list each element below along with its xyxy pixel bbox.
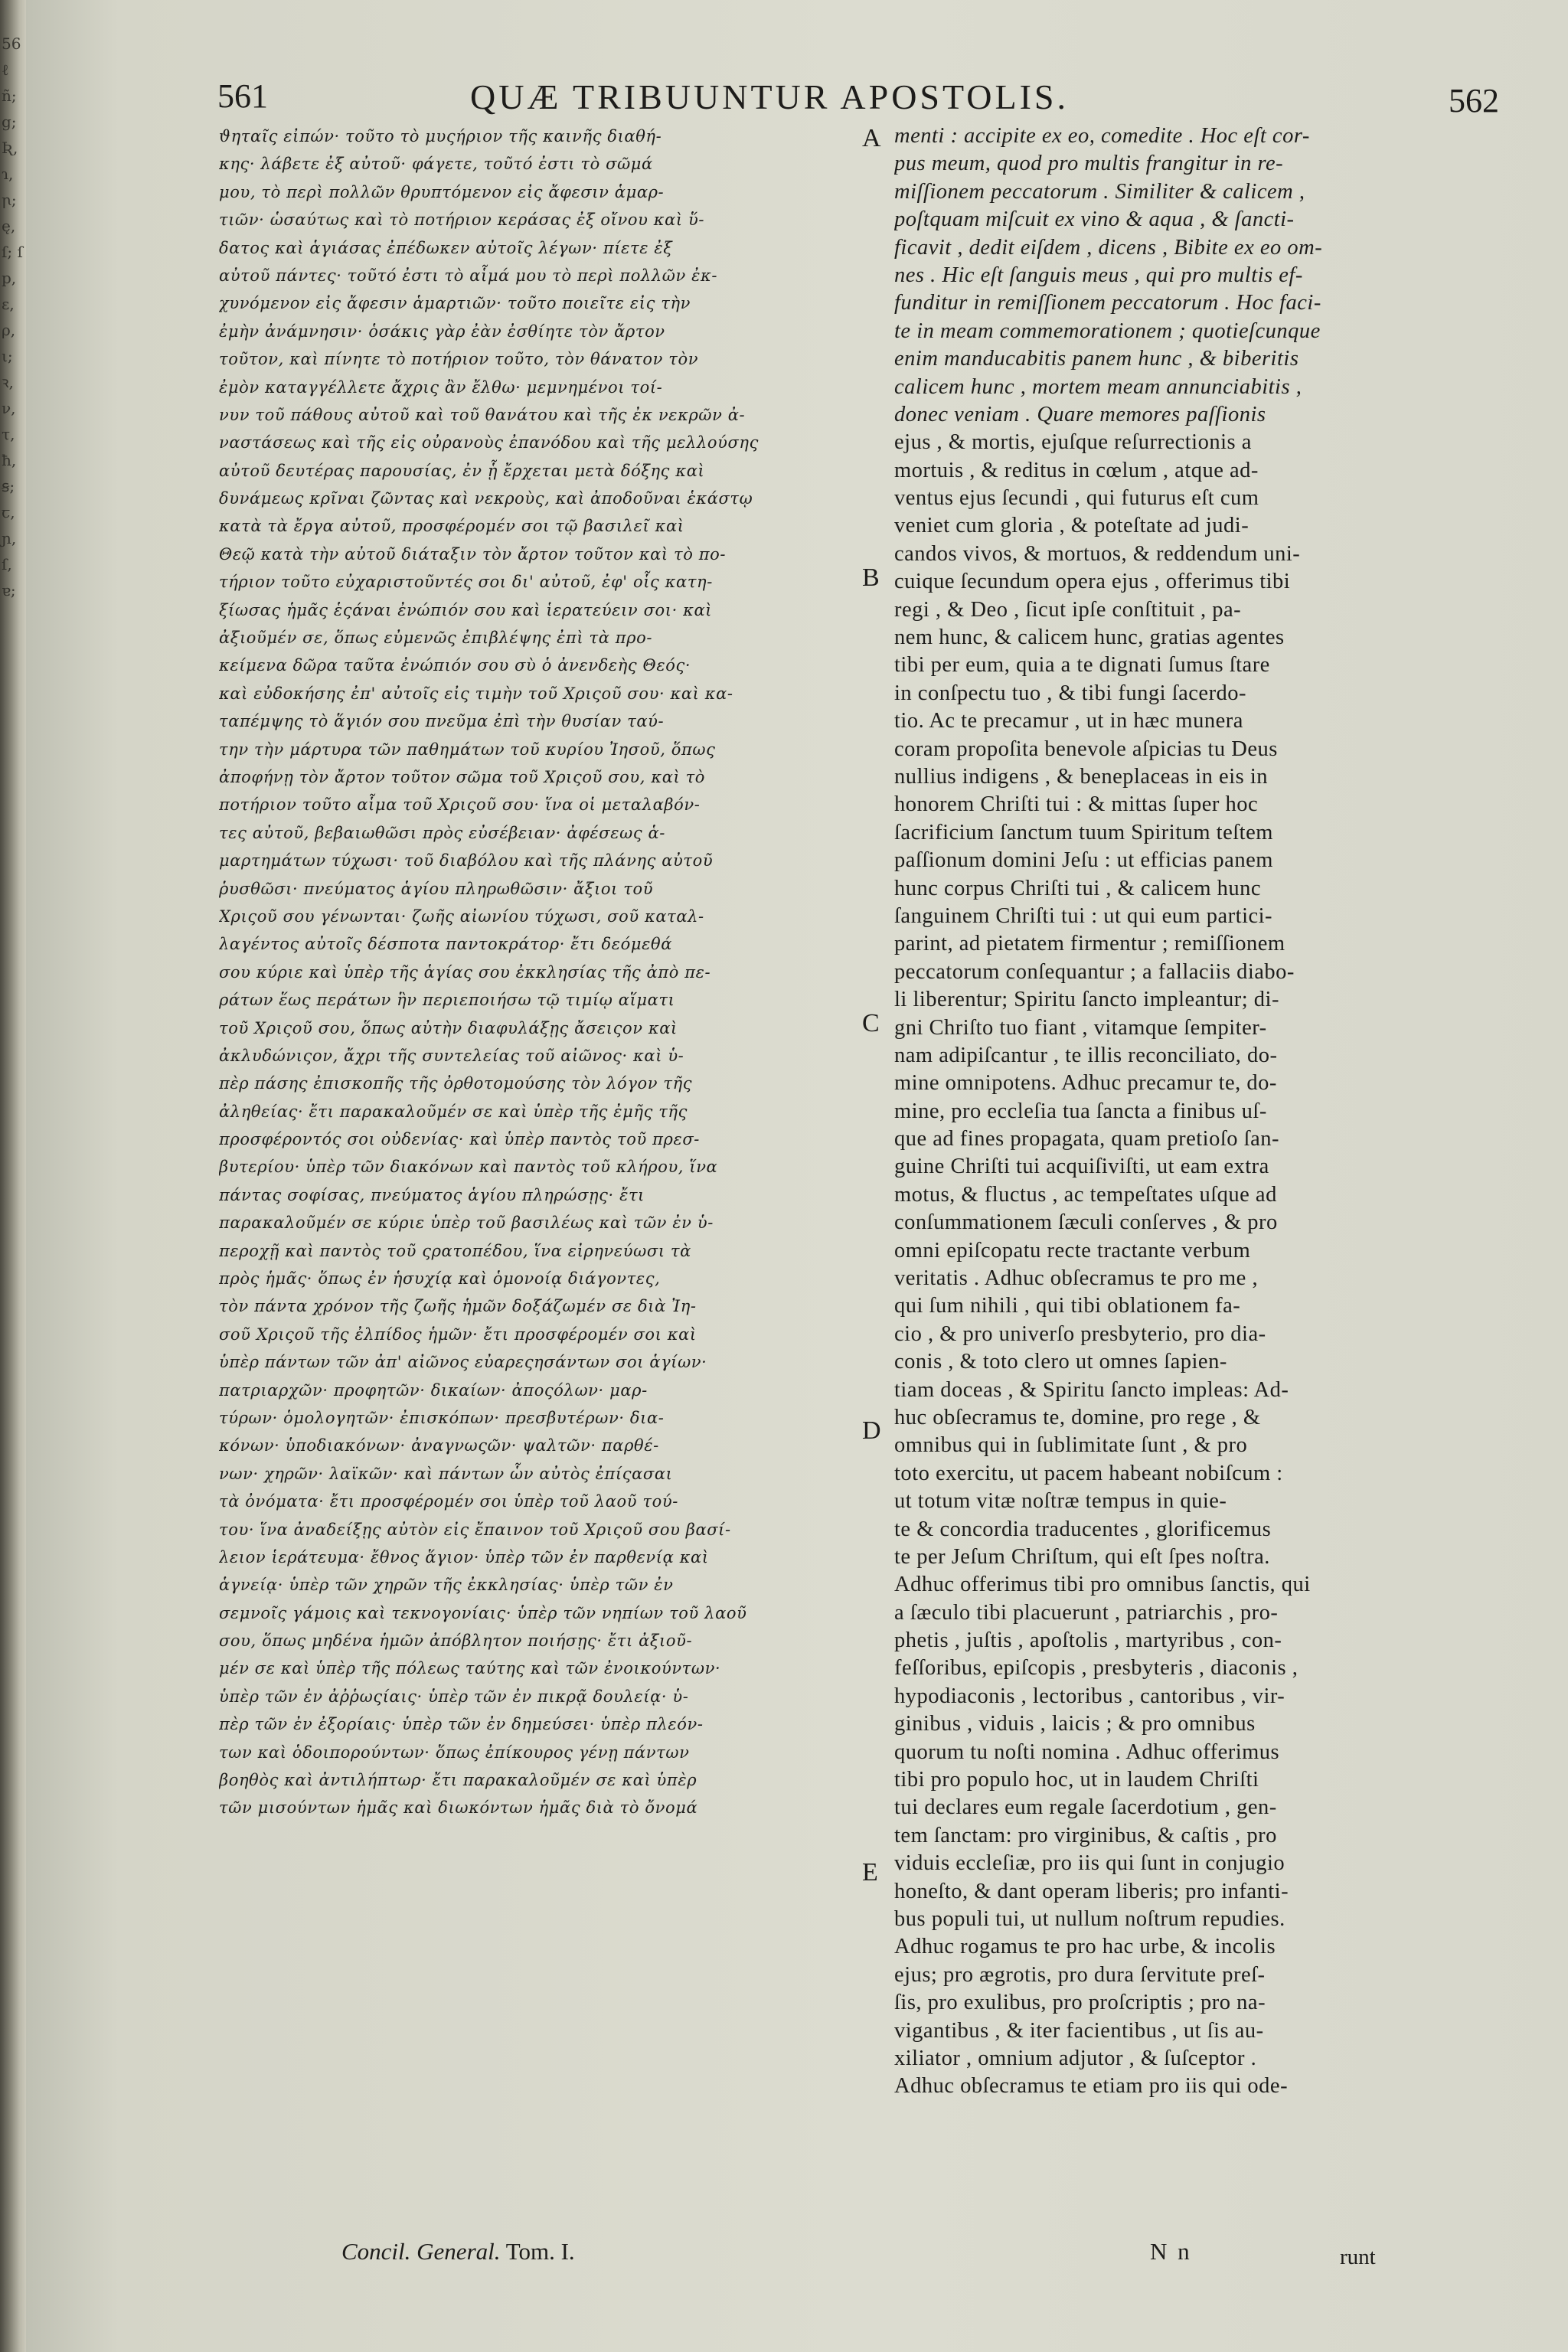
section-marker-e: E (862, 1858, 878, 1886)
greek-line: λαγέντος αὐτοῖς δέσποτα παντοκράτορ· ἔτι δεόμεθά (219, 935, 672, 954)
catchword: runt (1340, 2245, 1376, 2269)
latin-line: pus meum, quod pro multis frangitur in re- (894, 152, 1284, 176)
latin-line: cuique ſecundum opera ejus , offerimus tibi (894, 570, 1291, 594)
latin-line: in conſpectu tuo , & tibi fungi ſacerdo- (894, 681, 1247, 705)
greek-line: κόνων· ὑποδιακόνων· ἀναγνωςῶν· ψαλτῶν· παρθέ- (219, 1436, 659, 1455)
section-marker-c: C (862, 1009, 880, 1037)
latin-line: ut totum vitæ noſtræ tempus in quie- (894, 1489, 1227, 1514)
greek-line: ράτων ἕως περάτων ἣν περιεποιήσω τῷ τιμίῳ αἵματι (219, 991, 675, 1010)
greek-line: Θεῷ κατὰ τὴν αὐτοῦ διάταξιν τὸν ἄρτον τοῦτον καὶ τὸ πο- (219, 544, 727, 564)
greek-line: τήριον τοῦτο εὐχαριστοῦντές σοι δι' αὐτοῦ, ἐφ' οἷς κατη- (219, 573, 713, 592)
greek-line: ἀκλυδώνιςον, ἄχρι τῆς συντελείας τοῦ αἰῶνος· καὶ ὑ- (219, 1046, 684, 1065)
latin-line: li liberentur; Spiritu ſancto impleantur; di- (894, 988, 1279, 1012)
greek-line: μου, τὸ περὶ πολλῶν θρυπτόμενον εἰς ἄφεσιν ἁμαρ- (219, 182, 665, 201)
section-marker-b: B (862, 564, 880, 592)
greek-line: ταπέμψης τὸ ἅγιόν σου πνεῦμα ἐπὶ τὴν θυσίαν ταύ- (219, 712, 665, 731)
latin-line: tibi pro populo hoc, ut in laudem Chriſti (894, 1768, 1259, 1792)
greek-line: πρὸς ἡμᾶς· ὅπως ἐν ἡσυχίᾳ καὶ ὁμονοίᾳ διάγοντες, (219, 1269, 661, 1289)
footer-tom: Tom. I. (505, 2238, 575, 2265)
greek-line: πὲρ τῶν ἐν ἐξορίαις· ὑπὲρ τῶν ἐν δημεύσει· ὑπὲρ πλεόν- (219, 1715, 704, 1734)
latin-line: miſſionem peccatorum . Similiter & calicem , (894, 179, 1305, 204)
latin-line: ejus; pro ægrotis, pro dura ſervitute preſ- (894, 1962, 1266, 1987)
greek-line: ἁγνείᾳ· ὑπὲρ τῶν χηρῶν τῆς ἐκκλησίας· ὑπὲρ τῶν ἐν (219, 1576, 674, 1595)
greek-line: χυνόμενον εἰς ἄφεσιν ἁμαρτιῶν· τοῦτο ποιεῖτε εἰς τὴν (219, 294, 691, 313)
latin-line: feſſoribus, epiſcopis , presbyteris , diaconis , (894, 1656, 1298, 1681)
gutter-text: 56ℓ ñ; g; Ʀ, ɿ, ꞃ; ę, ſ; ſp, ɛ, ρ, ι; ꝛ, ν, τ, ħ, ꞩ; ꞇ, ɲ, ſ, ɐ; (2, 34, 23, 599)
greek-line: παρακαλοῦμέν σε κύριε ὑπὲρ τοῦ βασιλέως καὶ τῶν ἐν ὑ- (219, 1214, 714, 1233)
latin-line: gni Chriſto tuo fiant , vitamque ſempiter- (894, 1015, 1267, 1040)
greek-line: τύρων· ὁμολογητῶν· ἐπισκόπων· πρεσβυτέρων· δια- (219, 1408, 665, 1427)
latin-line: funditur in remiſſionem peccatorum . Hoc faci- (894, 291, 1321, 315)
latin-line: te per Jeſum Chriſtum, qui eſt ſpes noſtra. (894, 1544, 1270, 1569)
latin-line: Adhuc rogamus te pro hac urbe, & incolis (894, 1935, 1276, 1959)
latin-text-column (894, 122, 1447, 2101)
greek-line: μέν σε καὶ ὑπὲρ τῆς πόλεως ταύτης καὶ τῶν ἐνοικούντων· (219, 1659, 721, 1678)
greek-line: Χριςοῦ σου γένωνται· ζωῆς αἰωνίου τύχωσι, σοῦ καταλ- (219, 906, 704, 926)
greek-line: ἀξιοῦμέν σε, ὅπως εὐμενῶς ἐπιβλέψης ἐπὶ τὰ προ- (219, 629, 653, 648)
greek-line: τοῦτον, καὶ πίνητε τὸ ποτήριον τοῦτο, τὸν θάνατον τὸν (219, 350, 699, 369)
greek-line: τὰ ὀνόματα· ἔτι προσφέρομέν σοι ὑπὲρ τοῦ λαοῦ τού- (219, 1492, 678, 1511)
greek-line: περοχῇ καὶ παντὸς τοῦ ςρατοπέδου, ἵνα εἰρηνεύωσι τὰ (219, 1241, 691, 1260)
latin-line: veniet cum gloria , & poteſtate ad judi- (894, 514, 1250, 538)
latin-line: mine, pro eccleſia tua ſancta a finibus uſ- (894, 1099, 1267, 1123)
latin-line: coram propoſita benevole aſpicias tu Deus (894, 737, 1278, 761)
greek-line: νων· χηρῶν· λαϊκῶν· καὶ πάντων ὧν αὐτὸς ἐπίςασαι (219, 1464, 673, 1483)
latin-line: ejus , & mortis, ejuſque reſurrectionis a (894, 430, 1252, 455)
latin-line: enim manducabitis panem hunc , & biberitis (894, 347, 1299, 371)
latin-line: ſanguinem Chriſti tui : ut qui eum partici- (894, 903, 1273, 928)
greek-line: ϑηταῖς εἰπών· τοῦτο τὸ μυςήριον τῆς καινῆς διαθή- (219, 127, 662, 145)
latin-line: menti : accipite ex eo, comedite . Hoc eſt cor- (894, 124, 1310, 148)
latin-line: qui ſum nihili , qui tibi oblationem fa- (894, 1294, 1241, 1318)
greek-line: καὶ εὐδοκήσης ἐπ' αὐτοῖς εἰς τιμὴν τοῦ Χριςοῦ σου· καὶ κα- (219, 684, 733, 703)
greek-line: τες αὐτοῦ, βεβαιωθῶσι πρὸς εὐσέβειαν· ἀφέσεως ἁ- (219, 823, 665, 842)
latin-line: quorum tu noſti nomina . Adhuc offerimus (894, 1740, 1280, 1764)
latin-line: honeſto, & dant operam liberis; pro infanti- (894, 1879, 1289, 1903)
greek-line: των καὶ ὁδοιπορούντων· ὅπως ἐπίκουρος γένῃ πάντων (219, 1743, 690, 1762)
greek-line: τοῦ Χριςοῦ σου, ὅπως αὐτὴν διαφυλάξῃς ἄσειςον καὶ (219, 1018, 678, 1037)
greek-line: δατος καὶ ἁγιάσας ἐπέδωκεν αὐτοῖς λέγων· πίετε ἐξ (219, 238, 673, 257)
latin-line: mortuis , & reditus in cœlum , atque ad- (894, 458, 1259, 482)
latin-line: vigantibus , & iter facientibus , ut ſis au- (894, 2018, 1264, 2043)
latin-line: tem ſanctam: pro virginibus, & caſtis , pro (894, 1823, 1277, 1847)
section-marker-d: D (862, 1416, 881, 1445)
latin-line: que ad fines propagata, quam pretioſo ſan- (894, 1127, 1279, 1152)
greek-line: του· ἵνα ἀναδείξῃς αὐτὸν εἰς ἔπαινον τοῦ Χριςοῦ σου βασί- (219, 1520, 731, 1539)
greek-line: κης· λάβετε ἐξ αὐτοῦ· φάγετε, τοῦτό ἐστι τὸ σῶμά (219, 155, 653, 174)
latin-line: tibi per eum, quia a te dignati ſumus ſtare (894, 653, 1270, 678)
latin-line: parint, ad pietatem firmentur ; remiſſionem (894, 932, 1285, 956)
latin-line: peccatorum conſequantur ; a fallaciis diabo- (894, 959, 1295, 984)
signature-mark: N n (1150, 2238, 1192, 2265)
greek-line: την τὴν μάρτυρα τῶν παθημάτων τοῦ κυρίου Ἰησοῦ, ὅπως (219, 740, 716, 759)
greek-line: σοῦ Χριςοῦ τῆς ἐλπίδος ἡμῶν· ἔτι προσφέρομέν σοι καὶ (219, 1325, 697, 1344)
latin-line: huc obſecramus te, domine, pro rege , & (894, 1405, 1261, 1429)
greek-line: κατὰ τὰ ἔργα αὐτοῦ, προσφέρομέν σοι τῷ βασιλεῖ καὶ (219, 517, 684, 536)
latin-line: ventus ejus ſecundi , qui futurus eſt cum (894, 486, 1259, 511)
greek-line: ξίωσας ἡμᾶς ἑςάναι ἐνώπιόν σου καὶ ἱερατεύειν σοι· καὶ (219, 600, 713, 619)
greek-line: ῥυσθῶσι· πνεύματος ἁγίου πληρωθῶσιν· ἄξιοι τοῦ (219, 879, 654, 898)
latin-line: ficavit , dedit eiſdem , dicens , Bibite ex eo om- (894, 235, 1323, 260)
latin-line: phetis , juſtis , apoſtolis , martyribus , con- (894, 1628, 1282, 1653)
latin-line: ſis, pro exulibus, pro proſcriptis ; pro na- (894, 1991, 1266, 2015)
greek-line: μαρτημάτων τύχωσι· τοῦ διαβόλου καὶ τῆς πλάνης αὐτοῦ (219, 851, 714, 871)
greek-line: τὸν πάντα χρόνον τῆς ζωῆς ἡμῶν δοξάζωμέν σε διὰ Ἰη- (219, 1297, 697, 1316)
greek-line: ναστάσεως καὶ τῆς εἰς οὐρανοὺς ἐπανόδου καὶ τῆς μελλούσης (219, 433, 759, 452)
page-number-right: 562 (1449, 82, 1499, 119)
greek-line: ἐμὴν ἀνάμνησιν· ὁσάκις γὰρ ἐὰν ἐσθίητε τὸν ἄρτον (219, 322, 665, 341)
footer-concil: Concil. General. (341, 2238, 501, 2265)
latin-line: conſummationem ſæculi conſerves , & pro (894, 1210, 1278, 1235)
latin-line: ſacrificium ſanctum tuum Spiritum teſtem (894, 820, 1273, 844)
latin-line: omni epiſcopatu recte tractante verbum (894, 1238, 1251, 1263)
greek-line: κείμενα δῶρα ταῦτα ἐνώπιόν σου σὺ ὁ ἀνενδεὴς Θεός· (219, 656, 691, 675)
latin-line: ginibus , viduis , laicis ; & pro omnibus (894, 1712, 1256, 1736)
latin-line: cio , & pro univerſo presbyterio, pro dia- (894, 1321, 1266, 1346)
greek-line: ὑπὲρ πάντων τῶν ἀπ' αἰῶνος εὐαρεςησάντων σοι ἁγίων· (219, 1353, 707, 1372)
latin-line: nes . Hic eſt ſanguis meus , qui pro multis ef- (894, 263, 1303, 287)
greek-line: σου, ὅπως μηδένα ἡμῶν ἀπόβλητον ποιήσῃς· ἔτι ἀξιοῦ- (219, 1632, 693, 1651)
greek-text-column (219, 122, 885, 1822)
section-marker-a: A (862, 124, 881, 152)
greek-line: βυτερίου· ὑπὲρ τῶν διακόνων καὶ παντὸς τοῦ κλήρου, ἵνα (219, 1158, 718, 1177)
latin-line: tio. Ac te precamur , ut in hæc munera (894, 709, 1243, 733)
book-page (26, 0, 1568, 2352)
greek-line: ποτήριον τοῦτο αἷμα τοῦ Χριςοῦ σου· ἵνα οἱ μεταλαβόν- (219, 795, 701, 815)
latin-line: mine omnipotens. Adhuc precamur te, do- (894, 1071, 1277, 1096)
greek-line: αὐτοῦ πάντες· τοῦτό ἐστι τὸ αἷμά μου τὸ περὶ πολλῶν ἐκ- (219, 266, 718, 285)
greek-line: δυνάμεως κρῖναι ζῶντας καὶ νεκροὺς, καὶ ἀποδοῦναι ἑκάστῳ (219, 489, 753, 508)
latin-line: conis , & toto clero ut omnes ſapien- (894, 1350, 1227, 1374)
latin-line: hypodiaconis , lectoribus , cantoribus , vir- (894, 1684, 1285, 1708)
latin-line: poſtquam miſcuit ex vino & aqua , & ſancti- (894, 207, 1295, 232)
latin-line: hunc corpus Chriſti tui , & calicem hunc (894, 876, 1262, 900)
greek-line: ἀποφήνῃ τὸν ἄρτον τοῦτον σῶμα τοῦ Χριςοῦ σου, καὶ τὸ (219, 767, 706, 786)
greek-line: σεμνοῖς γάμοις καὶ τεκνογονίαις· ὑπὲρ τῶν νηπίων τοῦ λαοῦ (219, 1603, 747, 1622)
greek-line: τῶν μισούντων ἡμᾶς καὶ διωκόντων ἡμᾶς διὰ τὸ ὄνομά (219, 1798, 698, 1818)
latin-line: honorem Chriſti tui : & mittas ſuper hoc (894, 792, 1259, 817)
latin-line: Adhuc offerimus tibi pro omnibus ſanctis, qui (894, 1573, 1311, 1597)
latin-line: xiliator , omnium adjutor , & ſuſceptor . (894, 2046, 1257, 2070)
latin-line: regi , & Deo , ſicut ipſe conſtituit , pa- (894, 597, 1242, 622)
latin-line: viduis eccleſiæ, pro iis qui ſunt in conjugio (894, 1851, 1285, 1876)
latin-line: candos vivos, & mortuos, & reddendum uni- (894, 541, 1301, 566)
latin-line: te in meam commemorationem ; quotieſcunque (894, 318, 1321, 343)
latin-line: nullius indigens , & beneplaceas in eis in (894, 764, 1268, 789)
greek-line: ὑπὲρ τῶν ἐν ἀῤῥωςίαις· ὑπὲρ τῶν ἐν πικρᾷ δουλείᾳ· ὑ- (219, 1687, 689, 1706)
page-number-left: 561 (217, 77, 268, 115)
latin-line: toto exercitu, ut pacem habeant nobiſcum : (894, 1461, 1283, 1485)
greek-line: πὲρ πάσης ἐπισκοπῆς τῆς ὀρθοτομούσης τὸν λόγον τῆς (219, 1074, 693, 1093)
greek-line: λειον ἱεράτευμα· ἔθνος ἅγιον· ὑπὲρ τῶν ἐν παρθενίᾳ καὶ (219, 1547, 709, 1566)
latin-line: tui declares eum regale ſacerdotium , gen- (894, 1795, 1277, 1820)
latin-line: calicem hunc , mortem meam annunciabitis , (894, 374, 1302, 399)
adjacent-page-gutter (0, 0, 26, 2352)
greek-line: τιῶν· ὡσαύτως καὶ τὸ ποτήριον κεράσας ἐξ οἴνου καὶ ὕ- (219, 211, 705, 230)
greek-line: βοηθὸς καὶ ἀντιλήπτωρ· ἔτι παρακαλοῦμέν σε καὶ ὑπὲρ (219, 1771, 697, 1790)
greek-line: πάντας σοφίσας, πνεύματος ἁγίου πληρώσῃς· ἔτι (219, 1185, 645, 1204)
latin-line: guine Chriſti tui acquiſiviſti, ut eam extra (894, 1155, 1269, 1179)
greek-line: ἀληθείας· ἔτι παρακαλοῦμέν σε καὶ ὑπὲρ τῆς ἐμῆς τῆς (219, 1102, 688, 1121)
greek-line: πατριαρχῶν· προφητῶν· δικαίων· ἀποςόλων· μαρ- (219, 1380, 648, 1400)
latin-line: veritatis . Adhuc obſecramus te pro me , (894, 1266, 1259, 1291)
latin-line: tiam doceas , & Spiritu ſancto impleas: Ad- (894, 1377, 1289, 1402)
greek-line: νυν τοῦ πάθους αὐτοῦ καὶ τοῦ θανάτου καὶ τῆς ἐκ νεκρῶν ἀ- (219, 405, 746, 424)
latin-line: donec veniam . Quare memores paſſionis (894, 402, 1266, 426)
latin-line: nam adipiſcantur , te illis reconciliato, do- (894, 1043, 1278, 1067)
latin-line: a ſæculo tibi placuerunt , patriarchis , pro- (894, 1600, 1279, 1625)
latin-line: te & concordia traducentes , glorificemus (894, 1517, 1272, 1541)
greek-line: σου κύριε καὶ ὑπὲρ τῆς ἁγίας σου ἐκκλησίας τῆς ἀπὸ πε- (219, 962, 711, 982)
latin-line: paſſionum domini Jeſu : ut efficias panem (894, 848, 1273, 873)
latin-line: Adhuc obſecramus te etiam pro iis qui ode- (894, 2074, 1289, 2099)
running-title: QUÆ TRIBUUNTUR APOSTOLIS. (470, 77, 1070, 116)
latin-line: nem hunc, & calicem hunc, gratias agentes (894, 626, 1285, 650)
footer-volume (341, 2238, 575, 2265)
latin-line: bus populi tui, ut nullum noſtrum repudies. (894, 1907, 1285, 1931)
greek-line: προσφέροντός σοι οὐδενίας· καὶ ὑπὲρ παντὸς τοῦ πρεσ- (219, 1130, 700, 1149)
latin-line: motus, & fluctus , ac tempeſtates uſque ad (894, 1182, 1277, 1207)
greek-line: ἐμὸν καταγγέλλετε ἄχρις ἂν ἔλθω· μεμνημένοι τοί- (219, 377, 663, 397)
latin-line: omnibus qui in ſublimitate ſunt , & pro (894, 1433, 1248, 1458)
greek-line: αὐτοῦ δευτέρας παρουσίας, ἐν ᾗ ἔρχεται μετὰ δόξης καὶ (219, 461, 705, 480)
